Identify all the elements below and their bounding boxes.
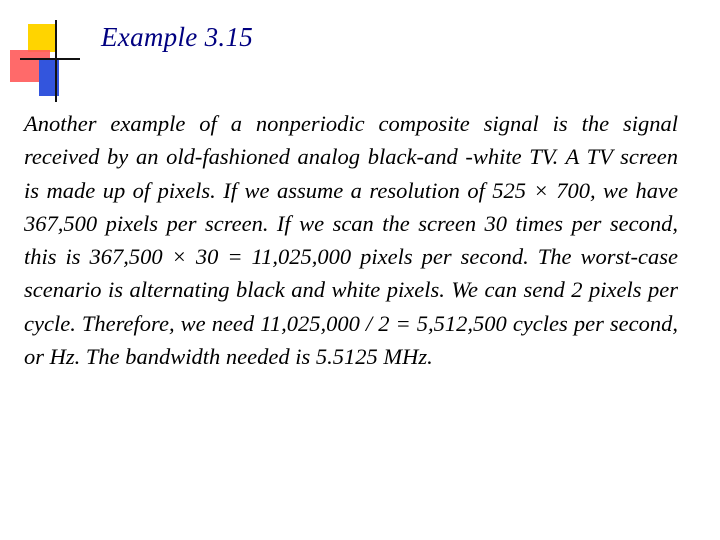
logo-yellow-square xyxy=(28,24,56,52)
logo-vertical-line xyxy=(55,20,57,102)
slide-logo-decoration xyxy=(0,0,80,110)
logo-horizontal-line xyxy=(20,58,80,60)
slide-title: Example 3.15 xyxy=(101,22,254,52)
slide-body-text: Another example of a nonperiodic composite signal is the signal received by an old-fashioned analog black-and -white TV. A TV screen is made up of pixels. If we assume a resolution of 525 × 700, we have 367,500 pixels per screen. If we scan the screen 30 times per second, this is 367,500 × 30 = 11,025,000 pixels per second. The worst-case scenario is alternating black and white pixels. We can send 2 pixels per cycle. Therefore, we need 11,025,000 / 2 = 5,512,500 cycles per second, or Hz. The bandwidth needed is 5.5125 MHz. xyxy=(24,111,678,370)
